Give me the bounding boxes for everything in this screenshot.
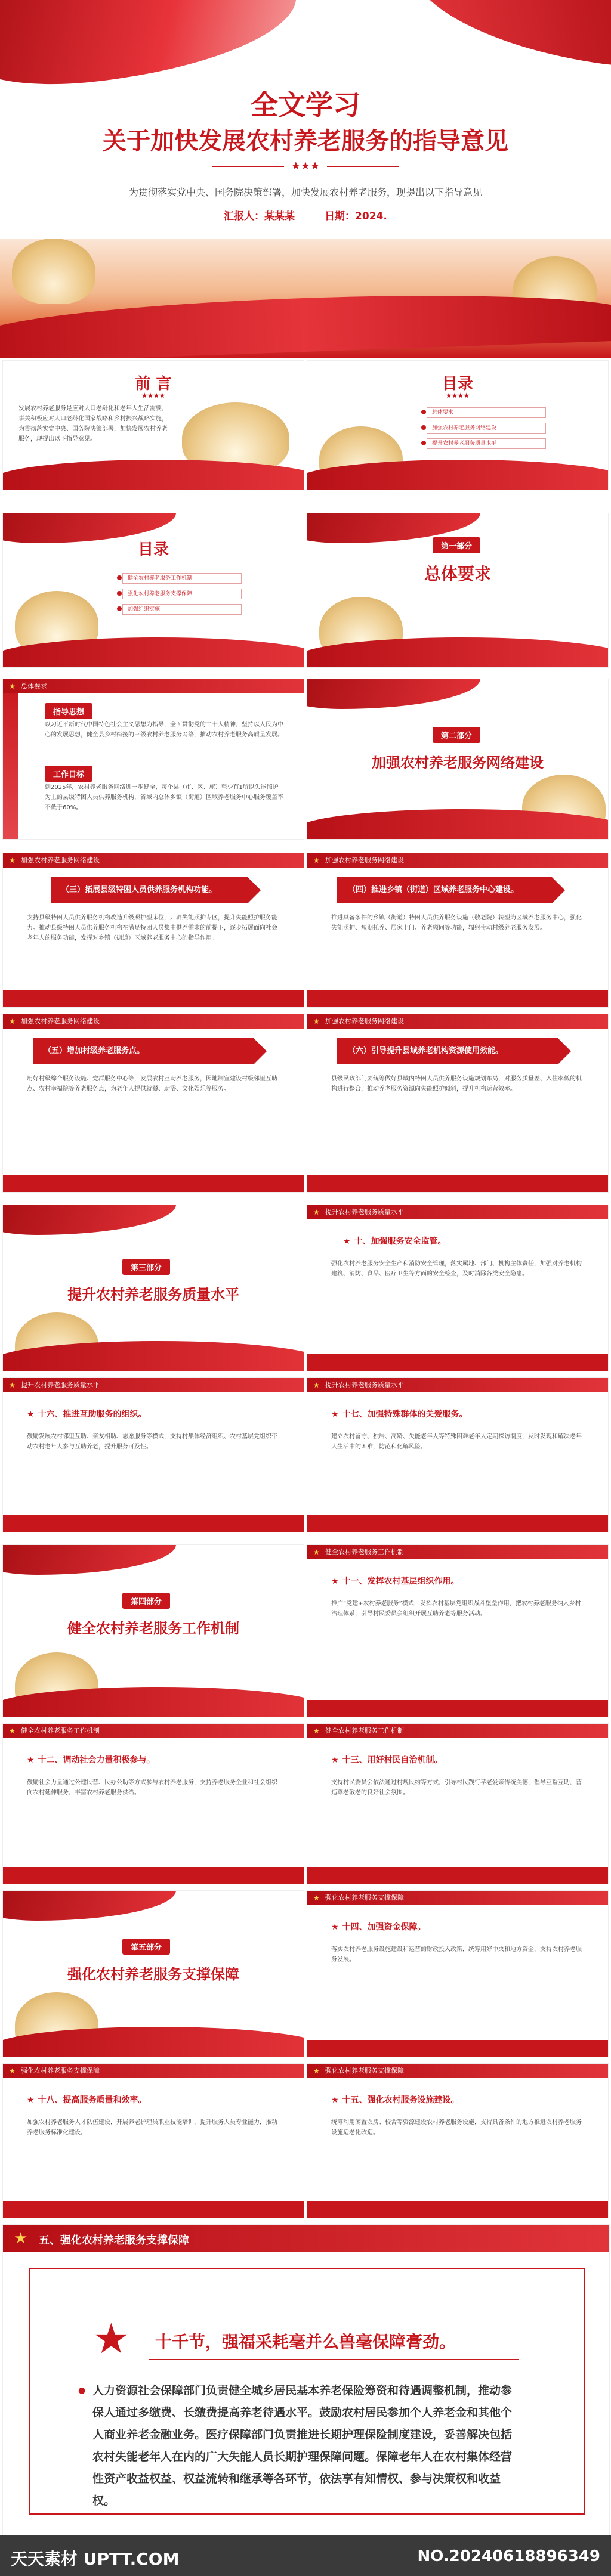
preface-slide <box>2 360 304 490</box>
body-text: 县级民政部门要统筹做好县域内特困人员供养服务设施规划布局，对服务质量差、入住率低的机构进行整合，推动养老服务资源向失能照护倾斜，提升机构运营效率。 <box>331 1076 582 1092</box>
item-heading-text: 十五、强化农村服务设施建设。 <box>342 2095 459 2105</box>
divider <box>149 2359 519 2360</box>
slide-header-bar: ★ 强化农村养老服务支撑保障 <box>307 1891 608 1905</box>
item-heading: 十千节，强福采耗毫并么兽毫保障膏劲。 <box>155 2332 456 2352</box>
body-text: 鼓励社会力量通过公建民营、民办公助等方式参与农村养老服务，支持养老服务企业和社会组织向农村延伸服务，丰富农村养老服务供给。 <box>27 1779 277 1796</box>
slide-header-bar: ★ 加强农村养老服务网络建设 <box>307 1014 608 1029</box>
red-ribbon-decor <box>307 460 609 490</box>
star-icon: ★ <box>27 1410 35 1419</box>
red-ribbon-decor <box>2 460 304 490</box>
slide-header-bar: ★ 加强农村养老服务网络建设 <box>3 1014 304 1029</box>
star-icon: ★ <box>331 1577 339 1586</box>
section-title: 总体要求 <box>424 564 491 584</box>
section-cover-5 <box>2 1890 304 2057</box>
slide-header-title: 五、强化农村养老服务支撑保障 <box>39 2234 189 2247</box>
toc-item[interactable]: 健全农村养老服务工作机制 <box>122 573 242 584</box>
item-heading-text: 十八、提高服务质量和效率。 <box>38 2095 147 2105</box>
bottom-band <box>3 1867 304 1884</box>
star-divider: ★★★★ <box>446 392 470 400</box>
bottom-band <box>307 1175 608 1192</box>
preface-title: 前 言 <box>135 375 172 393</box>
item-heading <box>331 1921 426 1933</box>
body-text: 支持村民委员会依法通过村规民约等方式，引导村民践行孝老爱亲传统美德，倡导互帮互助，营造尊老敬老的良好社会氛围。 <box>331 1779 582 1796</box>
star-icon: ★ <box>27 2095 35 2105</box>
star-icon: ★ <box>27 1755 35 1765</box>
body-text: 推进具备条件的乡镇（街道）特困人员供养服务设施（敬老院）转型为区域养老服务中心，强化失能照护、短期托养、居家上门、养老顾问等功能，辐射带动村级养老服务发展。 <box>331 915 582 931</box>
red-ribbon-decor <box>2 1687 304 1717</box>
bottom-band <box>3 990 304 1007</box>
item-heading-text: 十六、推进互助服务的组织。 <box>38 1410 147 1419</box>
bottom-band <box>307 990 608 1007</box>
footer-site: 天天素材 UPTT.COM <box>11 2549 180 2569</box>
body-text: 建立农村留守、独居、高龄、失能老年人等特殊困难老年人定期探访制度，及时发现和解决老年人生活中的困难，防范和化解风险。 <box>331 1433 582 1450</box>
bottom-band <box>307 1515 608 1532</box>
bottom-band <box>3 1515 304 1532</box>
star-icon: ★ <box>343 1237 351 1246</box>
slide-header-bar: ★ 加强农村养老服务网络建设 <box>3 853 304 868</box>
slide-header-bar: ★ 提升农村养老服务质量水平 <box>307 1205 608 1219</box>
content-slide <box>2 1723 304 1884</box>
section-cover-1 <box>307 513 609 668</box>
bottom-band <box>3 1175 304 1192</box>
date: 日期：2024. <box>325 210 387 222</box>
red-ribbon-decor <box>2 2027 304 2057</box>
cover-slide <box>0 0 611 358</box>
section-title: 健全农村养老服务工作机制 <box>67 1620 239 1637</box>
footer-id: NO.20240618896349 <box>417 2547 600 2565</box>
item-heading-text: 十三、用好村民自治机制。 <box>342 1755 443 1765</box>
bottom-band <box>3 2201 304 2218</box>
toc-item[interactable]: 加强组织实施 <box>122 604 242 615</box>
bottom-band <box>307 1867 608 1884</box>
section-arrow: （四）推进乡镇（街道）区域养老服务中心建设。 <box>337 877 552 903</box>
content-slide <box>307 1890 609 2057</box>
body-text: 统筹利用闲置农房、校舍等资源建设农村养老服务设施，支持具备条件的地方推进农村养老服务设施适老化改造。 <box>331 2119 582 2136</box>
item-heading-text: 十四、加强资金保障。 <box>342 1922 426 1932</box>
content-slide <box>307 1014 609 1193</box>
slide-header-bar: ★ 加强农村养老服务网络建设 <box>307 853 608 868</box>
body-text: 支持县级特困人员供养服务机构改造升级照护型床位，开辟失能照护专区，提升失能照护服务能力。推动县级特困人员供养服务机构在满足特困人员集中供养需求的前提下，逐步拓展面向社会老年人的服务功能，发挥对乡镇（街道）区域养老服务中心的指导作用。 <box>27 915 277 942</box>
item-heading-text: 十七、加强特殊群体的关爱服务。 <box>342 1410 468 1419</box>
content-slide <box>307 1723 609 1884</box>
preface-text: 发展农村养老服务是应对人口老龄化和老年人生活需要，事关积极应对人口老龄化国家战略和乡村振兴战略实施，为贯彻落实党中央、国务院决策部署，加快发展农村养老服务，现提出以下指导意见。 <box>18 405 168 442</box>
item-heading <box>27 2094 147 2106</box>
body-text: 用好村级综合服务设施、党群服务中心等，发展农村互助养老服务，因地制宜建设村级邻里互助点、农村幸福院等养老服务点，为老年人提供就餐、助浴、文化娱乐等服务。 <box>27 1076 277 1092</box>
item-heading-text: 十一、发挥农村基层组织作用。 <box>342 1577 459 1586</box>
body-text: 鼓励发展农村邻里互助、亲友相助、志愿服务等模式，支持村集体经济组织、农村基层党组织带动农村老年人参与互助养老，提升服务可及性。 <box>27 1433 277 1450</box>
red-ribbon-decor <box>307 637 609 668</box>
red-ribbon-decor <box>307 679 480 709</box>
content-slide <box>307 1544 609 1717</box>
bottom-band <box>307 2040 608 2057</box>
body-text: 加强农村养老服务人才队伍建设，开展养老护理员职业技能培训，提升服务人员专业能力，推动养老服务标准化建设。 <box>27 2119 277 2136</box>
section-badge: 第三部分 <box>122 1259 170 1275</box>
slide-header-bar: ★ 强化农村养老服务支撑保障 <box>307 2064 608 2078</box>
cover-subtitle: 关于加快发展农村养老服务的指导意见 <box>103 127 508 155</box>
final-slide <box>2 2224 610 2535</box>
section-arrow: （五）增加村级养老服务点。 <box>33 1038 254 1064</box>
item-heading <box>331 1575 459 1587</box>
toc-item[interactable]: 强化农村养老服务支撑保障 <box>122 589 242 599</box>
star-icon: ★ <box>331 1755 339 1765</box>
slide-header-bar: ★ 健全农村养老服务工作机制 <box>307 1545 608 1559</box>
lotus-icon <box>12 239 95 304</box>
section-cover-3 <box>2 1205 304 1371</box>
star-divider: ★★★★ <box>141 392 165 400</box>
side-panel <box>3 679 18 839</box>
item-heading <box>331 1754 443 1766</box>
body-text: 落实农村养老服务设施建设和运营的财政投入政策，统筹用好中央和地方资金，支持农村养老服务发展。 <box>331 1946 582 1963</box>
red-ribbon-decor <box>2 1890 176 1921</box>
section-title: 加强农村养老服务网络建设 <box>372 754 544 771</box>
star-divider: ★★★ <box>0 160 611 172</box>
toc-item[interactable]: 提升农村养老服务质量水平 <box>427 438 546 449</box>
section-arrow: （三）拓展县级特困人员供养服务机构功能。 <box>51 877 248 903</box>
toc-list <box>427 407 546 454</box>
content-slide <box>307 853 609 1008</box>
section-badge: 第一部分 <box>433 537 480 553</box>
slide-header-bar: ★ 健全农村养老服务工作机制 <box>307 1724 608 1738</box>
cover-intro: 为贯彻落实党中央、国务院决策部署，加快发展农村养老服务，现提出以下指导意见 <box>128 187 482 198</box>
toc-slide-1 <box>307 360 609 490</box>
content-slide <box>307 1205 609 1371</box>
red-ribbon-decor <box>2 637 304 668</box>
red-ribbon-decor <box>0 0 303 95</box>
body-text: 到2025年，农村养老服务网络进一步健全，每个县（市、区、旗）至少有1所以失能照护为主的县级特困人员供养服务机构，省域内总体乡镇（街道）区域养老服务中心服务覆盖率不低于60%。 <box>45 784 283 811</box>
slide-header-bar: ★ 提升农村养老服务质量水平 <box>3 1378 304 1392</box>
toc-list <box>122 573 242 620</box>
section-badge: 第五部分 <box>122 1939 170 1955</box>
slide-header-bar <box>3 2225 609 2252</box>
cover-meta <box>0 208 611 222</box>
reporter: 汇报人：某某某 <box>224 210 295 222</box>
content-slide <box>307 1377 609 1532</box>
toc-slide-2 <box>2 513 304 668</box>
bottom-band <box>307 1354 608 1371</box>
toc-item[interactable]: 加强农村养老服务网络建设 <box>427 423 546 434</box>
section-cover-2 <box>307 679 609 840</box>
section-arrow: （六）引导提升县域养老机构资源使用效能。 <box>337 1038 558 1064</box>
slide-header-bar: ★ 总体要求 <box>3 679 304 693</box>
star-icon: ★ <box>14 2230 28 2247</box>
section-badge: 第二部分 <box>433 727 480 743</box>
slide-header-bar: ★ 强化农村养老服务支撑保障 <box>3 2064 304 2078</box>
content-slide <box>307 2063 609 2218</box>
content-slide <box>2 2063 304 2218</box>
cover-title: 全文学习 <box>251 89 360 121</box>
footer-watermark <box>0 2535 611 2576</box>
section-badge: 第四部分 <box>122 1593 170 1609</box>
item-heading-text: 十二、调动社会力量积极参与。 <box>38 1755 155 1765</box>
subheading: 工作目标 <box>45 766 92 782</box>
item-heading <box>27 1408 147 1420</box>
star-icon: ★ <box>331 1922 339 1932</box>
section-title: 提升农村养老服务质量水平 <box>67 1286 239 1303</box>
content-slide <box>2 1014 304 1193</box>
content-slide <box>2 853 304 1008</box>
body-text: ● 人力资源社会保障部门负责健全城乡居民基本养老保险筹资和待遇调整机制，推动参保人通过多缴费、长缴费提高养老待遇水平。鼓励农村居民参加个人养老金和其他个人商业养老金融业务。医疗保障部门负责推进长期护理保险制度建设，妥善解决包括农村失能老年人在内的广大失能人员长期护理保障问题。保障老年人在农村集体经营性资产收益权益、权益流转和继承等各环节，依法享有知情权、参与决策权和收益权。 <box>92 2380 522 2512</box>
subheading: 指导思想 <box>45 703 92 719</box>
bottom-band <box>307 2201 608 2218</box>
item-heading <box>331 1408 468 1420</box>
star-icon: ★ <box>331 2095 339 2105</box>
star-icon: ★ <box>331 1410 339 1419</box>
slide-header-bar: ★ 提升农村养老服务质量水平 <box>307 1378 608 1392</box>
red-ribbon-decor <box>2 1205 176 1235</box>
body-text: 强化农村养老服务安全生产和消防安全管理，落实属地、部门、机构主体责任，加强对养老机构建筑、消防、食品、医疗卫生等方面的安全检查，及时消除各类安全隐患。 <box>331 1261 582 1277</box>
toc-title: 目录 <box>137 541 169 559</box>
section-cover-4 <box>2 1544 304 1717</box>
bottom-band <box>307 1700 608 1717</box>
red-ribbon-decor <box>2 1341 304 1371</box>
section-title: 强化农村养老服务支撑保障 <box>67 1965 239 1983</box>
body-text: 推广“党建+农村养老服务”模式，发挥农村基层党组织战斗堡垒作用，把农村养老服务纳入乡村治理体系，引导村民委员会组织开展互助养老等服务活动。 <box>331 1600 581 1617</box>
item-heading-text: 十、加强服务安全监管。 <box>354 1237 446 1246</box>
item-heading <box>27 1754 155 1766</box>
item-heading <box>331 2094 459 2106</box>
red-ribbon-decor <box>2 1544 176 1575</box>
star-icon: ★ <box>92 2314 130 2363</box>
red-ribbon-decor <box>307 809 609 840</box>
item-heading <box>343 1235 446 1247</box>
toc-title: 目录 <box>442 375 473 393</box>
slide-header-bar: ★ 健全农村养老服务工作机制 <box>3 1724 304 1738</box>
guiding-slide <box>2 679 304 840</box>
content-slide <box>2 1377 304 1532</box>
red-ribbon-decor <box>403 0 611 70</box>
toc-item[interactable]: 总体要求 <box>427 407 546 418</box>
body-text: 以习近平新时代中国特色社会主义思想为指导，全面贯彻党的二十大精神，坚持以人民为中心的发展思想，健全县乡村衔接的三级农村养老服务网络，推动农村养老服务高质量发展。 <box>45 722 283 738</box>
